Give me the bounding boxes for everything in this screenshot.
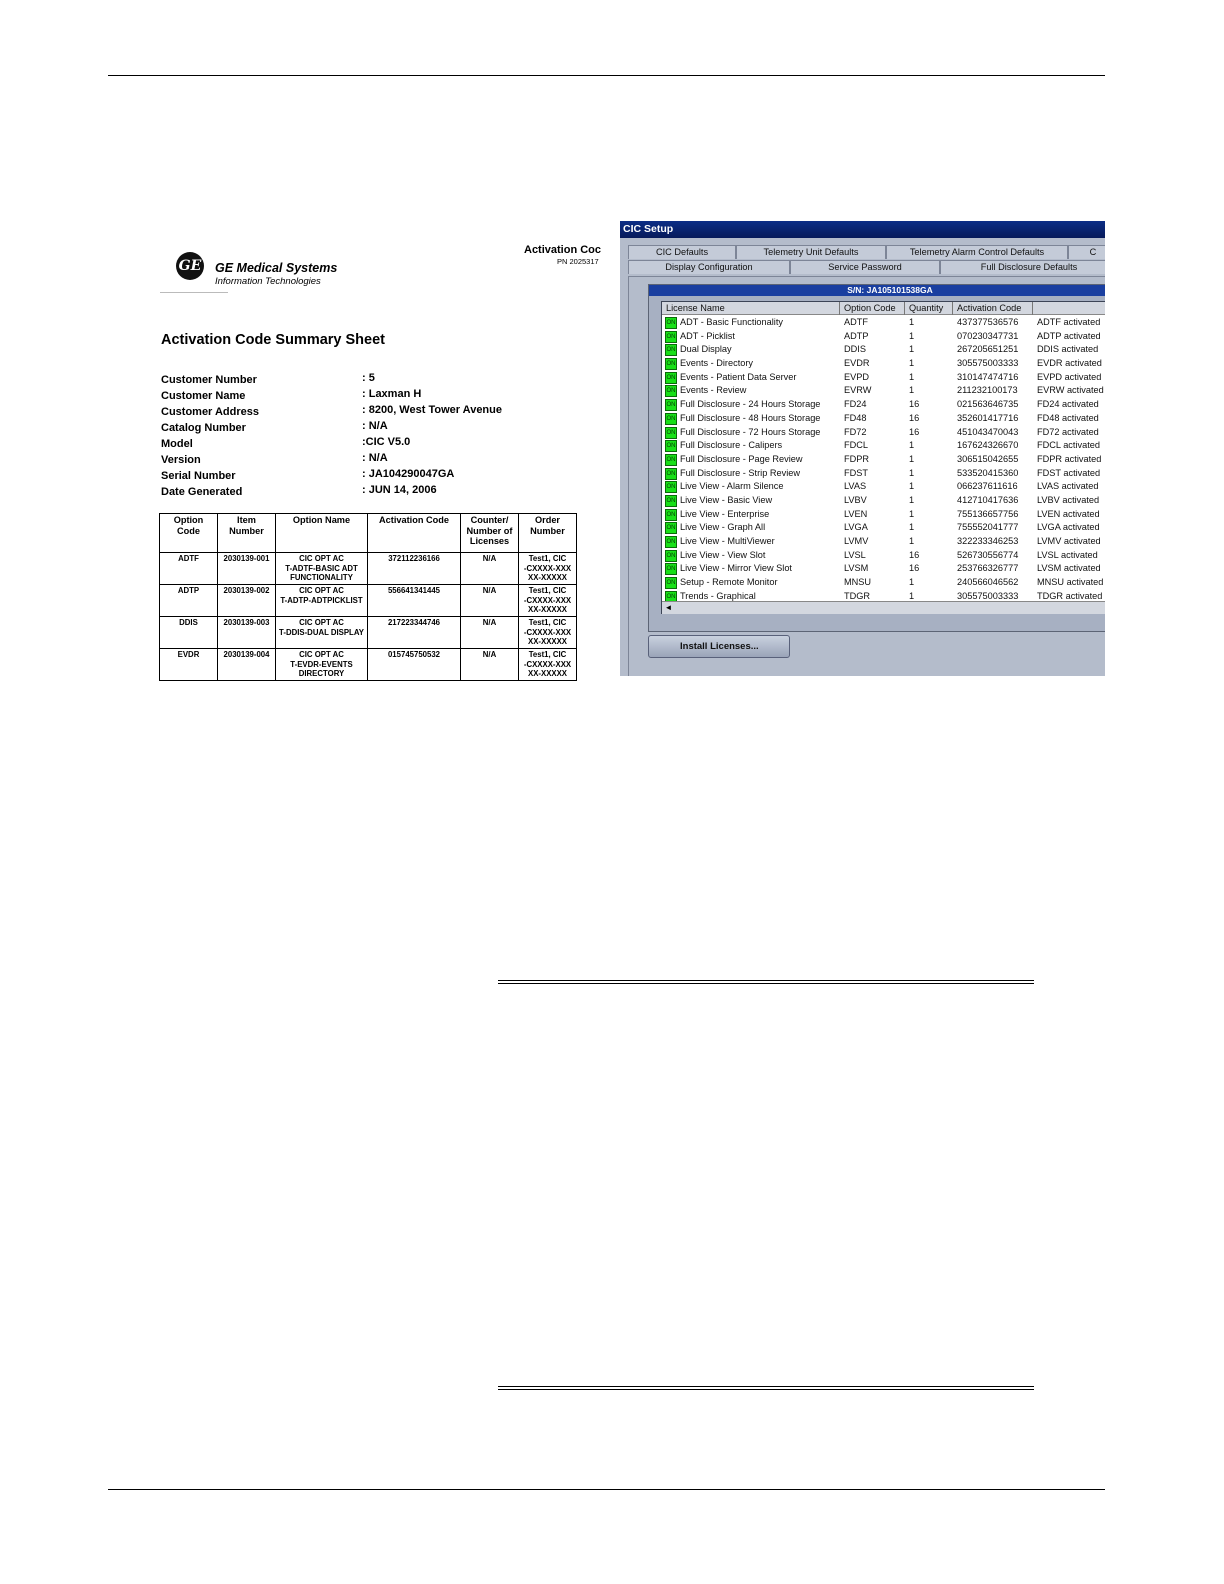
license-checkbox-icon[interactable]: ON <box>665 427 677 439</box>
cell-text: CIC OPT AC T-ADTP-ADTPICKLIST <box>280 586 363 605</box>
activation-code: 021563646735 <box>957 399 1019 410</box>
table-header-cell: Order Number <box>519 514 577 553</box>
table-cell <box>461 617 519 649</box>
activation-code: 352601417716 <box>957 412 1019 423</box>
list-item[interactable] <box>662 384 1105 398</box>
option-code: FDPR <box>844 453 870 464</box>
option-code: FD24 <box>844 399 867 410</box>
table-cell <box>160 617 218 649</box>
table-cell <box>218 553 276 585</box>
header-rule <box>108 75 1105 76</box>
quantity: 1 <box>909 453 915 464</box>
table-cell <box>519 617 577 649</box>
activation-code: 167624326670 <box>957 440 1019 451</box>
activation-code: 451043470043 <box>957 426 1019 437</box>
cell-text: 2030139-002 <box>223 586 270 595</box>
license-rows <box>662 316 1105 603</box>
table-cell <box>461 553 519 585</box>
license-status: FDST activated <box>1037 467 1101 478</box>
license-checkbox-icon[interactable]: ON <box>665 495 677 507</box>
col-status[interactable] <box>1033 302 1105 315</box>
info-label: Serial Number <box>161 470 236 482</box>
tab-full-disclosure-defaults[interactable]: Full Disclosure Defaults <box>940 260 1105 274</box>
quantity: 16 <box>909 426 920 437</box>
table-cell <box>461 649 519 681</box>
license-status: LVSL activated <box>1037 549 1098 560</box>
license-status: FDCL activated <box>1037 440 1100 451</box>
option-code: LVMV <box>844 536 869 546</box>
license-checkbox-icon[interactable]: ON <box>665 454 677 466</box>
option-code: TDGR <box>844 590 871 601</box>
list-item[interactable] <box>662 330 1105 344</box>
install-licenses-button[interactable]: Install Licenses... <box>648 635 790 658</box>
table-row <box>160 649 577 681</box>
table-cell <box>160 649 218 681</box>
license-status: ADTP activated <box>1037 330 1101 341</box>
license-status: LVBV activated <box>1037 494 1100 505</box>
cell-text: N/A <box>482 650 497 659</box>
info-label: Customer Address <box>161 406 260 418</box>
quantity: 1 <box>909 358 915 369</box>
info-label: Model <box>161 438 193 450</box>
activation-code: 211232100173 <box>957 385 1018 396</box>
quantity: 1 <box>909 330 915 341</box>
option-code: ADTF <box>844 317 868 327</box>
table-row <box>160 617 577 649</box>
table-cell <box>160 585 218 617</box>
license-name: Live View - Mirror View Slot <box>680 563 792 574</box>
cell-text: Test1, CIC -CXXXX-XXX XX-XXXXX <box>523 618 572 646</box>
license-name: Live View - Basic View <box>680 494 773 505</box>
option-code: LVBV <box>844 494 867 505</box>
cell-text: 556641341445 <box>387 586 441 595</box>
license-checkbox-icon[interactable]: ON <box>665 577 677 589</box>
license-list-header <box>662 302 1105 315</box>
footer-rule <box>108 1489 1105 1490</box>
info-label: Customer Name <box>161 390 246 402</box>
activation-code: 533520415360 <box>957 467 1019 478</box>
table-cell <box>461 585 519 617</box>
license-checkbox-icon[interactable]: ON <box>665 481 677 493</box>
table-header-cell: Option Code <box>160 514 218 553</box>
quantity: 1 <box>909 385 915 396</box>
license-name: ADT - Basic Functionality <box>680 317 783 327</box>
table-header-cell: Counter/ Number of Licenses <box>461 514 519 553</box>
cell-text: Test1, CIC -CXXXX-XXX XX-XXXXX <box>523 586 572 614</box>
license-checkbox-icon[interactable]: ON <box>665 358 677 370</box>
license-checkbox-icon[interactable]: ON <box>665 522 677 534</box>
license-status: FD48 activated <box>1037 412 1099 423</box>
list-item[interactable] <box>662 439 1105 453</box>
license-name: Live View - Alarm Silence <box>680 481 784 492</box>
info-row <box>161 486 601 502</box>
license-name: Setup - Remote Monitor <box>680 577 778 588</box>
info-value: : Laxman H <box>362 388 422 400</box>
list-item[interactable] <box>662 357 1105 371</box>
cell-text: N/A <box>482 586 497 595</box>
license-checkbox-icon[interactable]: ON <box>665 468 677 480</box>
cell-text: CIC OPT AC T-EVDR-EVENTS DIRECTORY <box>290 650 353 678</box>
table-row <box>160 585 577 617</box>
cell-text: CIC OPT AC T-DDIS-DUAL DISPLAY <box>279 618 364 637</box>
activation-summary-sheet <box>158 240 604 685</box>
list-item[interactable] <box>662 549 1105 563</box>
info-value: : JUN 14, 2006 <box>362 484 437 496</box>
license-name: Full Disclosure - Strip Review <box>680 467 800 478</box>
cell-text: ADTP <box>177 586 200 595</box>
col-activation-code[interactable]: Activation Code <box>953 302 1033 315</box>
info-label: Version <box>161 454 201 466</box>
license-name: ADT - Picklist <box>680 330 735 341</box>
list-item[interactable] <box>662 453 1105 467</box>
quantity: 1 <box>909 508 915 519</box>
license-status: MNSU activated <box>1037 577 1104 588</box>
double-rule-upper <box>498 980 1034 984</box>
license-checkbox-icon[interactable]: ON <box>665 331 677 343</box>
activation-code: 240566046562 <box>957 577 1019 588</box>
quantity: 1 <box>909 577 915 588</box>
ge-logo-icon: GE <box>176 252 204 280</box>
license-status: LVAS activated <box>1037 481 1099 492</box>
table-cell <box>160 553 218 585</box>
quantity: 16 <box>909 412 920 423</box>
cic-setup-window <box>620 221 1105 676</box>
license-name: Full Disclosure - Calipers <box>680 440 783 451</box>
cell-text: 2030139-004 <box>223 650 270 659</box>
horizontal-scrollbar[interactable] <box>662 601 1105 614</box>
license-status: EVRW activated <box>1037 385 1104 396</box>
list-item[interactable] <box>662 535 1105 549</box>
table-cell <box>519 649 577 681</box>
quantity: 16 <box>909 549 920 560</box>
license-name: Full Disclosure - 72 Hours Storage <box>680 426 821 437</box>
quantity: 1 <box>909 522 915 533</box>
quantity: 1 <box>909 536 915 546</box>
activation-code: 322233346253 <box>957 536 1019 546</box>
info-value: :CIC V5.0 <box>362 436 411 448</box>
activation-code: 412710417636 <box>957 494 1019 505</box>
list-item[interactable] <box>662 412 1105 426</box>
list-item[interactable] <box>662 494 1105 508</box>
cell-text: 372112236166 <box>388 554 440 563</box>
list-item[interactable] <box>662 508 1105 522</box>
quantity: 1 <box>909 467 915 478</box>
license-name: Live View - View Slot <box>680 549 766 560</box>
division-name: Information Technologies <box>215 276 321 287</box>
license-checkbox-icon[interactable]: ON <box>665 413 677 425</box>
table-cell <box>218 649 276 681</box>
license-checkbox-icon[interactable]: ON <box>665 550 677 562</box>
quantity: 1 <box>909 440 915 451</box>
table-cell <box>519 585 577 617</box>
activation-code: 066237611616 <box>957 481 1018 492</box>
table-cell <box>276 649 368 681</box>
list-item[interactable] <box>662 480 1105 494</box>
license-checkbox-icon[interactable]: ON <box>665 591 677 603</box>
tab-cic-defaults[interactable]: CIC Defaults <box>628 245 736 259</box>
brand-divider <box>160 292 228 293</box>
info-label: Customer Number <box>161 374 257 386</box>
license-status: LVSM activated <box>1037 563 1101 574</box>
activation-code: 437377536576 <box>957 317 1019 327</box>
option-code: LVGA <box>844 522 868 533</box>
license-checkbox-icon[interactable]: ON <box>665 385 677 397</box>
table-header-cell: Option Name <box>276 514 368 553</box>
license-name: Dual Display <box>680 344 732 355</box>
license-status: LVMV activated <box>1037 536 1101 546</box>
table-cell <box>368 585 461 617</box>
option-code: EVDR <box>844 358 870 369</box>
serial-number-bar: S/N: JA105101538GA <box>649 285 1105 296</box>
quantity: 1 <box>909 481 915 492</box>
quantity: 1 <box>909 590 915 601</box>
license-checkbox-icon[interactable]: ON <box>665 399 677 411</box>
license-status: TDGR activated <box>1037 590 1103 601</box>
license-status: DDIS activated <box>1037 344 1099 355</box>
cell-text: 015745750532 <box>387 650 441 659</box>
option-code: LVEN <box>844 508 868 519</box>
license-name: Live View - MultiViewer <box>680 536 775 546</box>
scroll-left-arrow-icon[interactable]: ◄ <box>664 603 673 612</box>
option-code: FD48 <box>844 412 867 423</box>
col-quantity[interactable]: Quantity <box>905 302 953 315</box>
cell-text: EVDR <box>177 650 200 659</box>
option-code: LVSL <box>844 549 866 560</box>
activation-code: 305575003333 <box>957 358 1019 369</box>
license-checkbox-icon[interactable]: ON <box>665 372 677 384</box>
license-list[interactable] <box>661 301 1105 614</box>
info-value: : N/A <box>362 420 388 432</box>
col-license-name[interactable]: License Name <box>662 302 840 315</box>
license-name: Full Disclosure - 48 Hours Storage <box>680 412 821 423</box>
option-code: FD72 <box>844 426 867 437</box>
list-item[interactable] <box>662 371 1105 385</box>
sheet-header-pn: PN 2025317 <box>557 257 599 266</box>
cell-text: Test1, CIC -CXXXX-XXX XX-XXXXX <box>523 554 572 582</box>
option-code: EVRW <box>844 385 872 396</box>
license-checkbox-icon[interactable]: ON <box>665 536 677 548</box>
cell-text: ADTF <box>178 554 199 563</box>
cell-text: N/A <box>482 618 497 627</box>
cell-text: 2030139-003 <box>223 618 270 627</box>
license-panel <box>648 284 1105 632</box>
license-checkbox-icon[interactable]: ON <box>665 563 677 575</box>
license-status: LVGA activated <box>1037 522 1100 533</box>
col-option-code[interactable]: Option Code <box>840 302 905 315</box>
license-name: Trends - Graphical <box>680 590 756 601</box>
option-code: LVSM <box>844 563 869 574</box>
sheet-header-title: Activation Coc <box>524 244 602 256</box>
table-cell <box>218 617 276 649</box>
table-cell <box>276 585 368 617</box>
license-status: FDPR activated <box>1037 453 1102 464</box>
quantity: 16 <box>909 563 920 574</box>
option-code: ADTP <box>844 330 869 341</box>
table-cell <box>218 585 276 617</box>
list-item[interactable] <box>662 576 1105 590</box>
license-name: Events - Directory <box>680 358 754 369</box>
license-status: FD72 activated <box>1037 426 1099 437</box>
option-code: MNSU <box>844 577 872 588</box>
window-title: CIC Setup <box>620 221 1105 238</box>
license-status: EVPD activated <box>1037 371 1102 382</box>
activation-code: 526730556774 <box>957 549 1019 560</box>
cell-text: Test1, CIC -CXXXX-XXX XX-XXXXX <box>523 650 572 678</box>
table-cell <box>368 649 461 681</box>
list-item[interactable] <box>662 316 1105 330</box>
list-item[interactable] <box>662 467 1105 481</box>
cell-text: 217223344746 <box>387 618 441 627</box>
quantity: 1 <box>909 494 915 505</box>
cell-text: CIC OPT AC T-ADTF-BASIC ADT FUNCTIONALITY <box>285 554 358 582</box>
table-cell <box>276 553 368 585</box>
cell-text: DDIS <box>179 618 198 627</box>
table-cell <box>276 617 368 649</box>
tab-telemetry-unit-defaults[interactable]: Telemetry Unit Defaults <box>736 245 886 259</box>
list-item[interactable] <box>662 562 1105 576</box>
tab-more[interactable]: C <box>1068 245 1105 259</box>
license-name: Live View - Graph All <box>680 522 766 533</box>
activation-code: 755136657756 <box>957 508 1019 519</box>
info-value: : 8200, West Tower Avenue <box>362 404 502 416</box>
license-checkbox-icon[interactable]: ON <box>665 344 677 356</box>
company-name: GE Medical Systems <box>215 261 338 275</box>
table-header-cell: Item Number <box>218 514 276 553</box>
license-name: Live View - Enterprise <box>680 508 770 519</box>
license-status: EVDR activated <box>1037 358 1102 369</box>
quantity: 1 <box>909 317 915 327</box>
quantity: 1 <box>909 344 915 355</box>
info-value: : 5 <box>362 372 375 384</box>
cell-text: N/A <box>482 554 497 563</box>
license-checkbox-icon[interactable]: ON <box>665 509 677 521</box>
license-name: Events - Patient Data Server <box>680 371 797 382</box>
option-code: FDST <box>844 467 868 478</box>
option-code: EVPD <box>844 371 870 382</box>
table-cell <box>368 553 461 585</box>
table-header-cell: Activation Code <box>368 514 461 553</box>
activation-code: 755552041777 <box>957 522 1019 533</box>
quantity: 1 <box>909 371 915 382</box>
option-code: FDCL <box>844 440 868 451</box>
license-checkbox-icon[interactable]: ON <box>665 317 677 329</box>
list-item[interactable] <box>662 398 1105 412</box>
activation-code: 070230347731 <box>957 330 1019 341</box>
option-code: LVAS <box>844 481 867 492</box>
double-rule-lower <box>498 1386 1034 1390</box>
quantity: 16 <box>909 399 920 410</box>
info-label: Date Generated <box>161 486 243 498</box>
info-label: Catalog Number <box>161 422 246 434</box>
list-item[interactable] <box>662 521 1105 535</box>
activation-code: 267205651251 <box>957 344 1019 355</box>
tab-service-password[interactable]: Service Password <box>790 260 940 274</box>
tab-display-configuration[interactable]: Display Configuration <box>628 260 790 274</box>
table-row <box>160 553 577 585</box>
license-checkbox-icon[interactable]: ON <box>665 440 677 452</box>
activation-code: 310147474716 <box>957 371 1019 382</box>
license-status: FD24 activated <box>1037 399 1099 410</box>
activation-code: 305575003333 <box>957 590 1019 601</box>
list-item[interactable] <box>662 426 1105 440</box>
table-cell <box>368 617 461 649</box>
table-cell <box>519 553 577 585</box>
license-name: Events - Review <box>680 385 747 396</box>
cell-text: 2030139-001 <box>223 554 270 563</box>
license-status: ADTF activated <box>1037 317 1101 327</box>
activation-code: 306515042655 <box>957 453 1019 464</box>
license-name: Full Disclosure - 24 Hours Storage <box>680 399 821 410</box>
license-name: Full Disclosure - Page Review <box>680 453 803 464</box>
license-status: LVEN activated <box>1037 508 1100 519</box>
sheet-title: Activation Code Summary Sheet <box>161 332 385 348</box>
activation-code: 253766326777 <box>957 563 1019 574</box>
info-value: : N/A <box>362 452 388 464</box>
option-code: DDIS <box>844 344 866 355</box>
info-value: : JA104290047GA <box>362 468 455 480</box>
activation-table <box>159 513 577 681</box>
tab-telemetry-alarm-control-defaults[interactable]: Telemetry Alarm Control Defaults <box>886 245 1068 259</box>
list-item[interactable] <box>662 343 1105 357</box>
